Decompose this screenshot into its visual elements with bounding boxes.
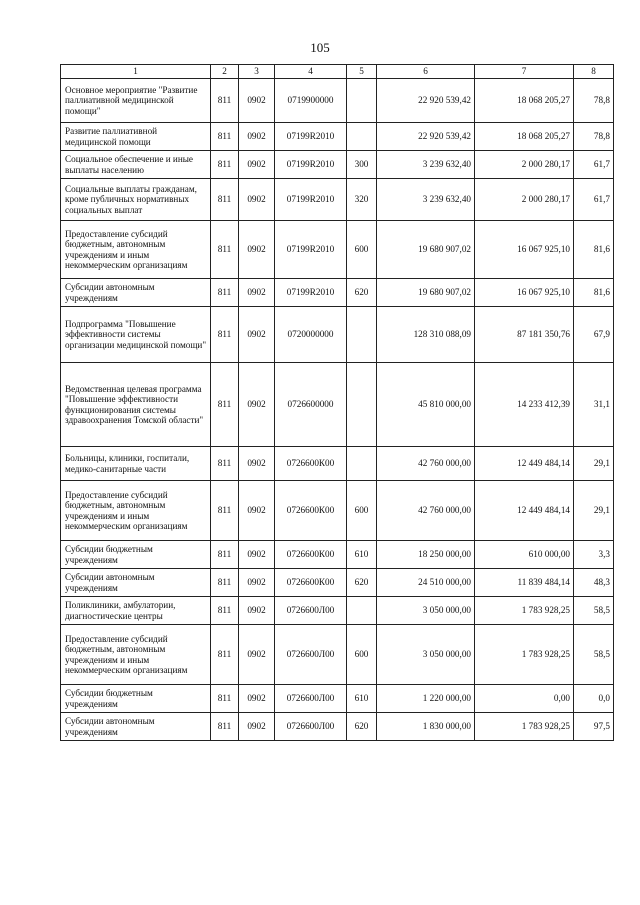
row-plan-cell: 18 250 000,00 (377, 541, 475, 569)
column-header: 2 (211, 65, 239, 79)
row-plan-cell: 42 760 000,00 (377, 481, 475, 541)
row-target-article-cell: 07199R2010 (275, 123, 347, 151)
row-name-cell: Субсидии автономным учреждениям (61, 569, 211, 597)
row-percent-cell: 67,9 (574, 307, 614, 363)
row-plan-cell: 1 220 000,00 (377, 685, 475, 713)
row-plan-cell: 24 510 000,00 (377, 569, 475, 597)
row-name-cell: Социальные выплаты гражданам, кроме публичных нормативных социальных выплат (61, 179, 211, 221)
table-row (61, 79, 614, 123)
row-name-cell: Предоставление субсидий бюджетным, автономным учреждениям и иным некоммерческим организациям (61, 481, 211, 541)
row-percent-cell: 81,6 (574, 221, 614, 279)
row-expense-type-cell: 620 (347, 279, 377, 307)
row-expense-type-cell: 600 (347, 481, 377, 541)
row-target-article-cell: 0720000000 (275, 307, 347, 363)
row-percent-cell: 0,0 (574, 685, 614, 713)
row-actual-cell: 12 449 484,14 (475, 447, 574, 481)
row-name-cell: Субсидии бюджетным учреждениям (61, 541, 211, 569)
row-expense-type-cell (347, 307, 377, 363)
row-name-cell: Поликлиники, амбулатории, диагностические центры (61, 597, 211, 625)
budget-table (60, 64, 614, 741)
row-section-cell: 0902 (239, 597, 275, 625)
table-row (61, 221, 614, 279)
row-section-cell: 0902 (239, 685, 275, 713)
row-expense-type-cell: 320 (347, 179, 377, 221)
row-percent-cell: 58,5 (574, 597, 614, 625)
column-header: 1 (61, 65, 211, 79)
column-header: 8 (574, 65, 614, 79)
row-section-cell: 0902 (239, 569, 275, 597)
row-name-cell: Ведомственная целевая программа "Повышение эффективности функционирования системы здравоохранения Томской области" (61, 363, 211, 447)
row-expense-type-cell: 610 (347, 541, 377, 569)
row-section-cell: 0902 (239, 363, 275, 447)
row-name-cell: Больницы, клиники, госпитали, медико-санитарные части (61, 447, 211, 481)
row-percent-cell: 29,1 (574, 481, 614, 541)
row-code-cell: 811 (211, 279, 239, 307)
row-plan-cell: 3 239 632,40 (377, 179, 475, 221)
row-percent-cell: 58,5 (574, 625, 614, 685)
row-name-cell: Предоставление субсидий бюджетным, автономным учреждениям и иным некоммерческим организациям (61, 221, 211, 279)
row-percent-cell: 61,7 (574, 151, 614, 179)
table-row (61, 481, 614, 541)
table-row (61, 713, 614, 741)
row-expense-type-cell: 610 (347, 685, 377, 713)
row-expense-type-cell: 300 (347, 151, 377, 179)
table-row (61, 597, 614, 625)
row-actual-cell: 12 449 484,14 (475, 481, 574, 541)
row-actual-cell: 11 839 484,14 (475, 569, 574, 597)
row-target-article-cell: 0719900000 (275, 79, 347, 123)
table-row (61, 685, 614, 713)
row-expense-type-cell (347, 363, 377, 447)
row-code-cell: 811 (211, 625, 239, 685)
row-target-article-cell: 0726600К00 (275, 541, 347, 569)
row-name-cell: Субсидии бюджетным учреждениям (61, 685, 211, 713)
header-row (61, 65, 614, 79)
table-row (61, 307, 614, 363)
row-plan-cell: 19 680 907,02 (377, 221, 475, 279)
row-expense-type-cell (347, 597, 377, 625)
row-name-cell: Подпрограмма "Повышение эффективности системы организации медицинской помощи" (61, 307, 211, 363)
row-section-cell: 0902 (239, 123, 275, 151)
row-percent-cell: 78,8 (574, 123, 614, 151)
row-code-cell: 811 (211, 221, 239, 279)
row-actual-cell: 87 181 350,76 (475, 307, 574, 363)
row-plan-cell: 1 830 000,00 (377, 713, 475, 741)
table-row (61, 541, 614, 569)
row-actual-cell: 0,00 (475, 685, 574, 713)
row-percent-cell: 78,8 (574, 79, 614, 123)
page-number: 105 (310, 40, 330, 55)
row-code-cell: 811 (211, 447, 239, 481)
row-actual-cell: 18 068 205,27 (475, 79, 574, 123)
row-code-cell: 811 (211, 307, 239, 363)
row-plan-cell: 3 050 000,00 (377, 625, 475, 685)
table-row (61, 569, 614, 597)
row-expense-type-cell (347, 123, 377, 151)
row-section-cell: 0902 (239, 541, 275, 569)
row-name-cell: Субсидии автономным учреждениям (61, 713, 211, 741)
row-section-cell: 0902 (239, 151, 275, 179)
row-section-cell: 0902 (239, 221, 275, 279)
table-row (61, 447, 614, 481)
row-target-article-cell: 0726600К00 (275, 447, 347, 481)
row-expense-type-cell: 620 (347, 569, 377, 597)
row-target-article-cell: 0726600К00 (275, 481, 347, 541)
row-code-cell: 811 (211, 569, 239, 597)
row-code-cell: 811 (211, 79, 239, 123)
row-section-cell: 0902 (239, 481, 275, 541)
row-code-cell: 811 (211, 713, 239, 741)
column-header: 3 (239, 65, 275, 79)
row-expense-type-cell (347, 447, 377, 481)
row-target-article-cell: 07199R2010 (275, 151, 347, 179)
row-plan-cell: 22 920 539,42 (377, 123, 475, 151)
row-percent-cell: 81,6 (574, 279, 614, 307)
column-header: 5 (347, 65, 377, 79)
row-actual-cell: 1 783 928,25 (475, 713, 574, 741)
row-code-cell: 811 (211, 179, 239, 221)
row-section-cell: 0902 (239, 713, 275, 741)
row-plan-cell: 128 310 088,09 (377, 307, 475, 363)
row-code-cell: 811 (211, 541, 239, 569)
row-target-article-cell: 07199R2010 (275, 179, 347, 221)
row-expense-type-cell: 600 (347, 625, 377, 685)
row-plan-cell: 22 920 539,42 (377, 79, 475, 123)
table-row (61, 363, 614, 447)
row-target-article-cell: 0726600Л00 (275, 597, 347, 625)
row-percent-cell: 48,3 (574, 569, 614, 597)
row-name-cell: Субсидии автономным учреждениям (61, 279, 211, 307)
row-target-article-cell: 0726600000 (275, 363, 347, 447)
row-percent-cell: 97,5 (574, 713, 614, 741)
row-code-cell: 811 (211, 123, 239, 151)
row-actual-cell: 2 000 280,17 (475, 179, 574, 221)
row-actual-cell: 18 068 205,27 (475, 123, 574, 151)
column-header: 7 (475, 65, 574, 79)
row-name-cell: Основное мероприятие "Развитие паллиативной медицинской помощи" (61, 79, 211, 123)
row-percent-cell: 29,1 (574, 447, 614, 481)
row-plan-cell: 19 680 907,02 (377, 279, 475, 307)
row-percent-cell: 61,7 (574, 179, 614, 221)
row-actual-cell: 1 783 928,25 (475, 625, 574, 685)
row-actual-cell: 16 067 925,10 (475, 279, 574, 307)
row-section-cell: 0902 (239, 179, 275, 221)
row-percent-cell: 3,3 (574, 541, 614, 569)
row-section-cell: 0902 (239, 447, 275, 481)
row-section-cell: 0902 (239, 307, 275, 363)
table-row (61, 123, 614, 151)
row-section-cell: 0902 (239, 625, 275, 685)
row-expense-type-cell (347, 79, 377, 123)
table-row (61, 625, 614, 685)
row-plan-cell: 45 810 000,00 (377, 363, 475, 447)
row-plan-cell: 3 239 632,40 (377, 151, 475, 179)
row-actual-cell: 16 067 925,10 (475, 221, 574, 279)
row-code-cell: 811 (211, 685, 239, 713)
column-header: 4 (275, 65, 347, 79)
row-actual-cell: 2 000 280,17 (475, 151, 574, 179)
row-plan-cell: 42 760 000,00 (377, 447, 475, 481)
row-expense-type-cell: 620 (347, 713, 377, 741)
row-target-article-cell: 0726600Л00 (275, 625, 347, 685)
row-target-article-cell: 07199R2010 (275, 221, 347, 279)
row-actual-cell: 610 000,00 (475, 541, 574, 569)
row-section-cell: 0902 (239, 279, 275, 307)
row-actual-cell: 1 783 928,25 (475, 597, 574, 625)
row-name-cell: Социальное обеспечение и иные выплаты населению (61, 151, 211, 179)
row-code-cell: 811 (211, 481, 239, 541)
row-name-cell: Предоставление субсидий бюджетным, автономным учреждениям и иным некоммерческим организациям (61, 625, 211, 685)
row-target-article-cell: 07199R2010 (275, 279, 347, 307)
row-percent-cell: 31,1 (574, 363, 614, 447)
row-target-article-cell: 0726600К00 (275, 569, 347, 597)
table-row (61, 151, 614, 179)
row-plan-cell: 3 050 000,00 (377, 597, 475, 625)
row-target-article-cell: 0726600Л00 (275, 713, 347, 741)
row-expense-type-cell: 600 (347, 221, 377, 279)
row-code-cell: 811 (211, 151, 239, 179)
column-header: 6 (377, 65, 475, 79)
table-body (61, 79, 614, 741)
row-section-cell: 0902 (239, 79, 275, 123)
table-row (61, 179, 614, 221)
row-actual-cell: 14 233 412,39 (475, 363, 574, 447)
row-target-article-cell: 0726600Л00 (275, 685, 347, 713)
table-row (61, 279, 614, 307)
row-code-cell: 811 (211, 597, 239, 625)
row-code-cell: 811 (211, 363, 239, 447)
row-name-cell: Развитие паллиативной медицинской помощи (61, 123, 211, 151)
